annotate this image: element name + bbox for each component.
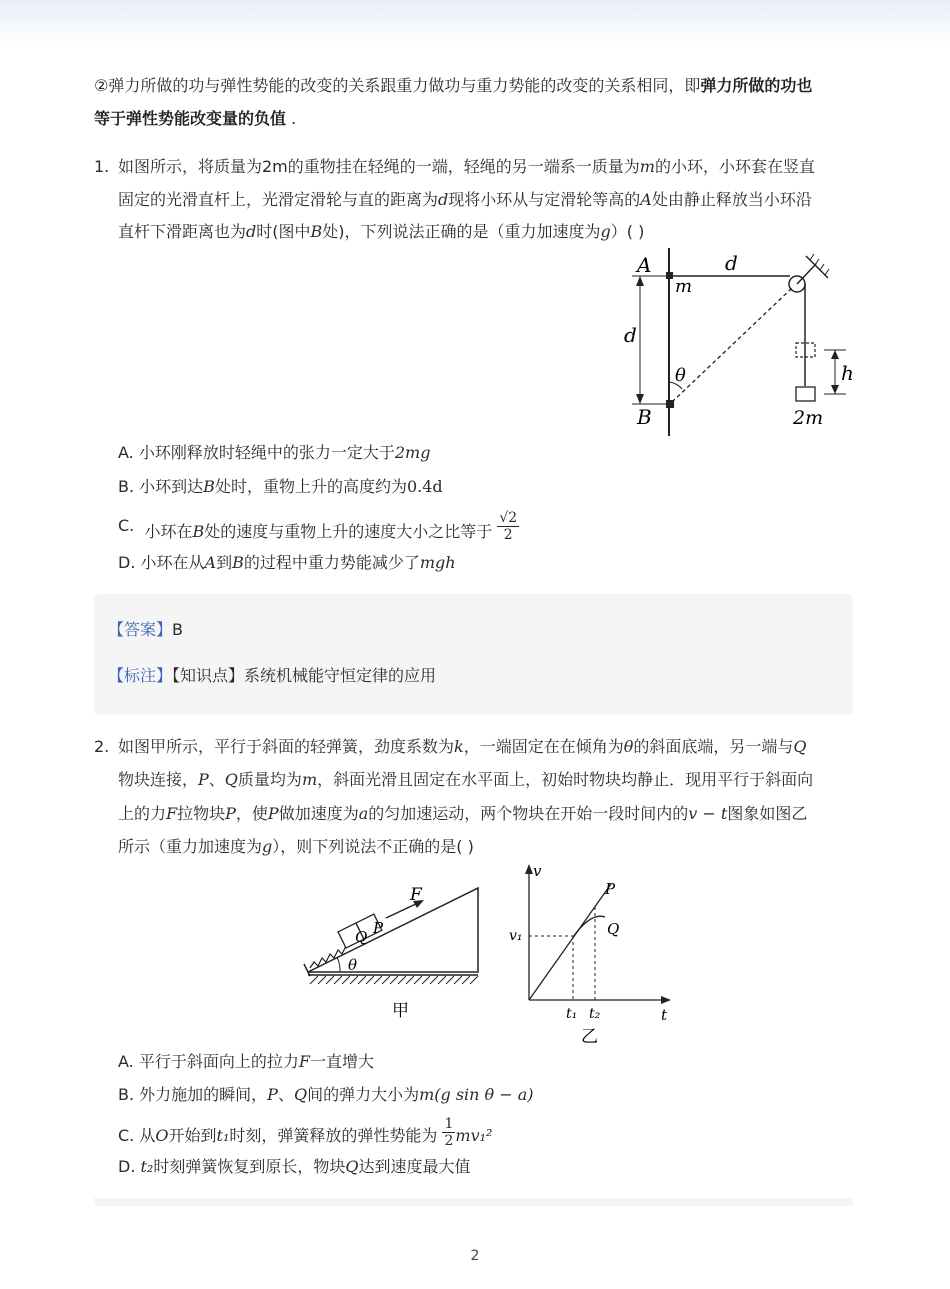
fig-label-m: m: [675, 276, 693, 297]
q1-pulley-figure: [620, 248, 860, 438]
q1-number: 1.: [94, 157, 110, 176]
fig-label-t1: t₁: [566, 1006, 578, 1022]
q1-option-c-fraction: $\frac{√2}{2}$: [499, 510, 518, 543]
q2-option-d[interactable]: D. t₂时刻弹簧恢复到原长，物块Q达到速度最大值: [118, 1157, 471, 1176]
fig-label-A: A: [637, 253, 652, 277]
fig-caption-yi: 乙: [581, 1027, 598, 1047]
fig-label-Q-block: Q: [355, 928, 368, 946]
q2-option-c[interactable]: C. 从O开始到t₁时刻，弹簧释放的弹性势能为 $\frac{1}{2}$ mv₁²: [118, 1116, 493, 1149]
q2-number: 2.: [94, 737, 110, 756]
fig-label-Q-curve: Q: [607, 920, 620, 938]
fig-label-h: h: [841, 361, 854, 385]
q2-line-2: 物块连接，P、Q质量均为m，斜面光滑且固定在水平面上，初始时物块均静止．现用平行于斜面向: [118, 770, 814, 789]
fig-label-theta-incline: θ: [348, 956, 358, 974]
fig-label-t-axis: t: [661, 1006, 668, 1024]
intro-line-1: ②弹力所做的功与弹性势能的改变的关系跟重力做功与重力势能的改变的关系相同，即弹力所做的功也: [94, 76, 813, 95]
page-number: 2: [470, 1248, 480, 1264]
q2-vt-graph: [505, 862, 680, 1047]
intro-line-2: 等于弹性势能改变量的负值 .: [94, 109, 297, 128]
q1-option-a[interactable]: A. 小环刚释放时轻绳中的张力一定大于2mg: [118, 443, 431, 462]
fig-label-B: B: [637, 405, 652, 429]
q2-line-4: 所示（重力加速度为g），则下列说法不正确的是( ): [118, 837, 474, 856]
q1-note: 【标注】【知识点】系统机械能守恒定律的应用: [108, 666, 437, 685]
q1-line-3: 直杆下滑距离也为d时(图中B处)，下列说法正确的是（重力加速度为g）( ): [118, 222, 645, 241]
fig-label-2m: 2m: [793, 407, 824, 429]
fig-label-P-line: P: [605, 880, 616, 898]
fig-label-theta: θ: [675, 365, 686, 386]
header-band: [0, 0, 950, 46]
fig-label-F: F: [410, 885, 422, 905]
q2-answer-box-top: [94, 1198, 853, 1206]
q2-line-3: 上的力F拉物块P，使P做加速度为a的匀加速运动，两个物块在开始一段时间内的v − t图象如图乙: [118, 804, 808, 823]
fig-label-P-block: P: [373, 919, 384, 937]
q1-answer: 【答案】B: [108, 620, 183, 639]
fig-label-d-left: d: [624, 323, 637, 347]
q2-incline-figure: [300, 880, 490, 1025]
fig-caption-jia: 甲: [392, 1001, 409, 1021]
q1-option-d[interactable]: D. 小环在从A到B的过程中重力势能减少了mgh: [118, 553, 456, 572]
q1-option-b[interactable]: B. 小环到达B处时，重物上升的高度约为0.4d: [118, 477, 443, 496]
fig-label-d-top: d: [725, 251, 738, 275]
q1-answer-box: [94, 594, 853, 715]
q1-line-1: 如图所示，将质量为2m的重物挂在轻绳的一端，轻绳的另一端系一质量为m的小环，小环套在竖直: [118, 157, 815, 176]
q1-line-2: 固定的光滑直杆上，光滑定滑轮与直的距离为d现将小环从与定滑轮等高的A处由静止释放当小环沿: [118, 190, 812, 209]
q2-line-1: 如图甲所示，平行于斜面的轻弹簧，劲度系数为k，一端固定在在倾角为θ的斜面底端，另一端与Q: [118, 737, 807, 756]
q1-option-c[interactable]: C. 小环在B处的速度与重物上升的速度大小之比等于 $\frac{√2}{2}$: [118, 510, 518, 543]
q2-option-b[interactable]: B. 外力施加的瞬间，P、Q间的弹力大小为m(g sin θ − a): [118, 1085, 534, 1104]
fig-label-v-axis: v: [533, 862, 542, 880]
fig-label-v1: v₁: [509, 928, 523, 944]
fig-label-t2: t₂: [589, 1006, 601, 1022]
q2-option-a[interactable]: A. 平行于斜面向上的拉力F一直增大: [118, 1052, 374, 1071]
q2-option-c-fraction: $\frac{1}{2}$: [444, 1116, 454, 1149]
